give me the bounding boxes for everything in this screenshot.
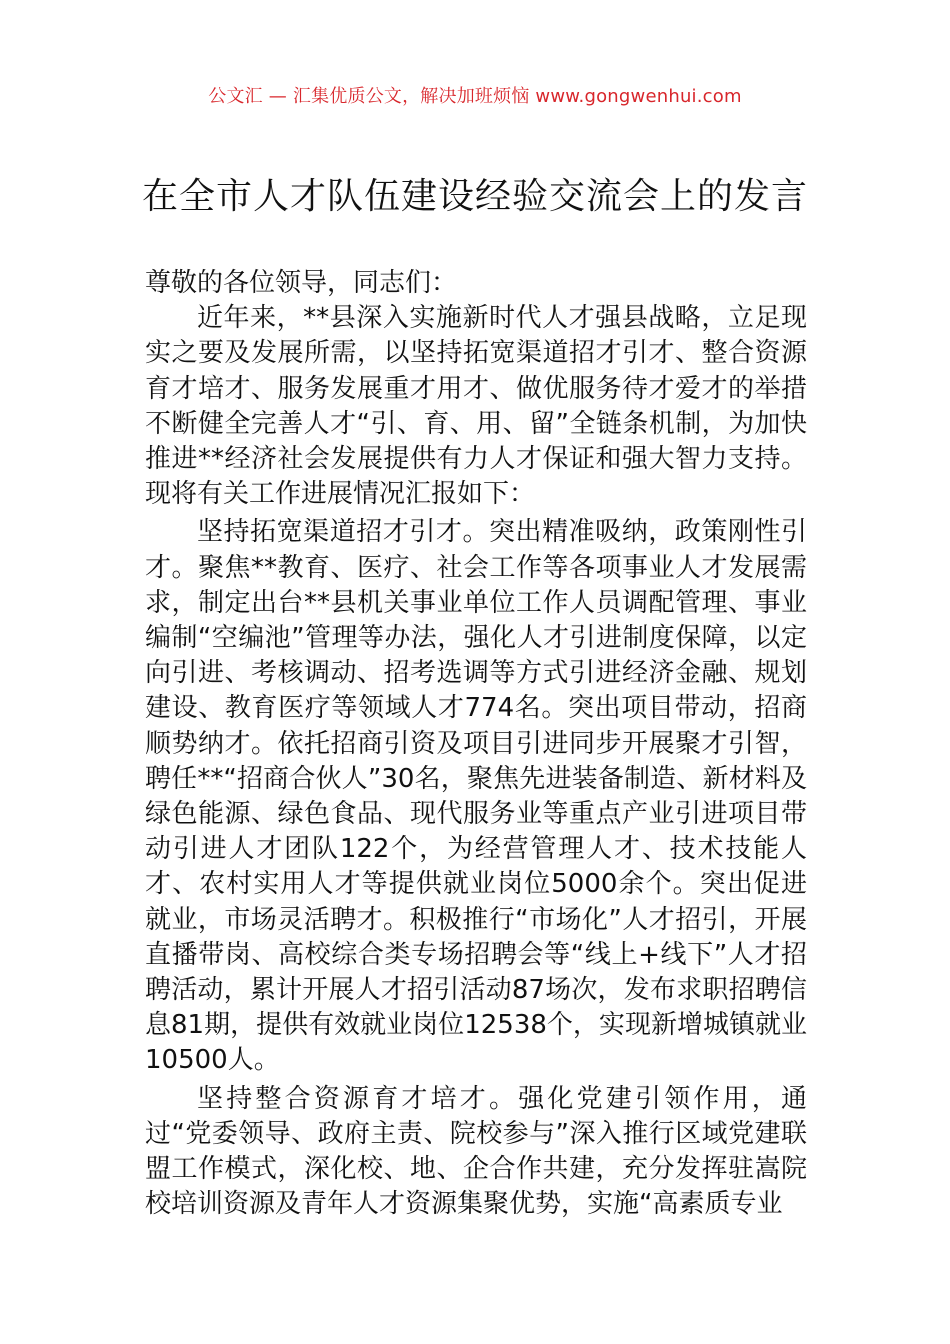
paragraph-train-talent: 坚持整合资源育才培才。强化党建引领作用，通过“党委领导、政府主责、院校参与”深入推行区域党建联盟工作模式，深化校、地、企合作共建，充分发挥驻嵩院校培训资源及青年人才资源集聚优势，实施“高素质专业 [145,1083,807,1220]
paragraph-recruit-talent: 坚持拓宽渠道招才引才。突出精准吸纳，政策刚性引才。聚焦**教育、医疗、社会工作等各项事业人才发展需求，制定出台**县机关事业单位工作人员调配管理、事业编制“空编池”管理等办法，强化人才引进制度保障，以定向引进、考核调动、招考选调等方式引进经济金融、规划建设、教育医疗等领域人才774名。突出项目带动，招商顺势纳才。依托招商引资及项目引进同步开展聚才引智，聘任**“招商合伙人”30名，聚焦先进装备制造、新材料及绿色能源、绿色食品、现代服务业等重点产业引进项目带动引进人才团队122个，为经营管理人才、技术技能人才、农村实用人才等提供就业岗位5000余个。突出促进就业，市场灵活聘才。积极推行“市场化”人才招引，开展直播带岗、高校综合类专场招聘会等“线上+线下”人才招聘活动，累计开展人才招引活动87场次，发布求职招聘信息81期，提供有效就业岗位12538个，实现新增城镇就业10500人。 [145,517,807,1076]
document-body [145,266,807,1222]
page-title: 在全市人才队伍建设经验交流会上的发言 [141,176,808,217]
salutation: 尊敬的各位领导，同志们： [145,268,458,298]
paragraph-intro: 近年来，**县深入实施新时代人才强县战略，立足现实之要及发展所需，以坚持拓宽渠道招才引才、整合资源育才培才、服务发展重才用才、做优服务待才爱才的举措不断健全完善人才“引、育、用、留”全链条机制，为加快推进**经济社会发展提供有力人才保证和强大智力支持。现将有关工作进展情况汇报如下： [145,303,807,510]
header-banner[interactable]: 公文汇 — 汇集优质公文，解决加班烦恼 www.gongwenhui.com [208,86,742,107]
